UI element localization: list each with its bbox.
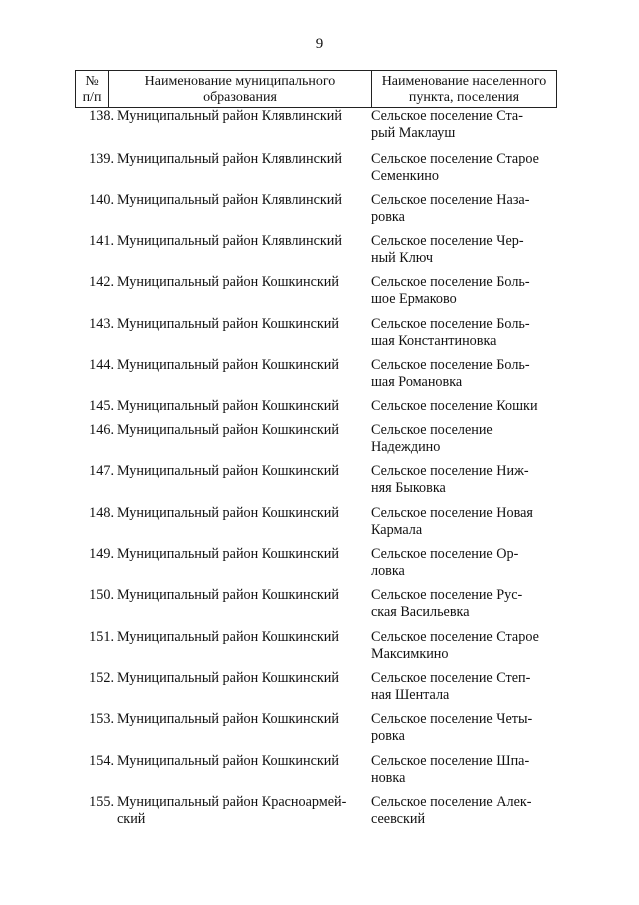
row-number: 149.: [89, 546, 114, 562]
row-number: 151.: [89, 629, 114, 645]
row-number: 147.: [89, 463, 114, 479]
row-municipality: Муниципальный район Кошкинский: [117, 753, 339, 769]
row-settlement: Сельское поселение Рус- ская Васильевка: [371, 587, 523, 620]
row-settlement: Сельское поселение Боль- шая Романовка: [371, 357, 530, 390]
row-number: 143.: [89, 316, 114, 332]
header-number-column: № п/п: [76, 71, 109, 107]
row-number: 146.: [89, 422, 114, 438]
row-number: 140.: [89, 192, 114, 208]
row-municipality: Муниципальный район Кошкинский: [117, 711, 339, 727]
row-number: 141.: [89, 233, 114, 249]
row-municipality: Муниципальный район Кошкинский: [117, 670, 339, 686]
row-municipality: Муниципальный район Кошкинский: [117, 587, 339, 603]
row-settlement: Сельское поселение Надеждино: [371, 422, 493, 455]
row-settlement: Сельское поселение Четы- ровка: [371, 711, 533, 744]
row-number: 150.: [89, 587, 114, 603]
row-number: 145.: [89, 398, 114, 414]
row-settlement: Сельское поселение Кошки: [371, 398, 538, 414]
row-municipality: Муниципальный район Кошкинский: [117, 463, 339, 479]
row-number: 154.: [89, 753, 114, 769]
row-municipality: Муниципальный район Кошкинский: [117, 546, 339, 562]
row-number: 144.: [89, 357, 114, 373]
row-municipality: Муниципальный район Клявлинский: [117, 233, 342, 249]
row-municipality: Муниципальный район Кошкинский: [117, 357, 339, 373]
row-settlement: Сельское поселение Ста- рый Маклауш: [371, 108, 523, 141]
row-settlement: Сельское поселение Ор- ловка: [371, 546, 519, 579]
row-settlement: Сельское поселение Новая Кармала: [371, 505, 533, 538]
page-number: 9: [315, 36, 324, 52]
header-municipality-column: Наименование муниципального образования: [109, 71, 372, 107]
row-settlement: Сельское поселение Старое Семенкино: [371, 151, 539, 184]
row-number: 138.: [89, 108, 114, 124]
row-number: 152.: [89, 670, 114, 686]
row-settlement: Сельское поселение Боль- шая Константиновка: [371, 316, 530, 349]
header-settlement-column: Наименование населенного пункта, поселения: [381, 73, 547, 105]
row-municipality: Муниципальный район Кошкинский: [117, 422, 339, 438]
row-settlement: Сельское поселение Ниж- няя Быковка: [371, 463, 529, 496]
row-municipality: Муниципальный район Кошкинский: [117, 316, 339, 332]
row-settlement: Сельское поселение Степ- ная Шентала: [371, 670, 531, 703]
row-number: 148.: [89, 505, 114, 521]
row-settlement: Сельское поселение Шпа- новка: [371, 753, 530, 786]
row-municipality: Муниципальный район Красноармей- ский: [117, 794, 347, 827]
row-number: 139.: [89, 151, 114, 167]
row-settlement: Сельское поселение Старое Максимкино: [371, 629, 539, 662]
row-municipality: Муниципальный район Кошкинский: [117, 505, 339, 521]
row-municipality: Муниципальный район Кошкинский: [117, 398, 339, 414]
table-header: [75, 70, 557, 108]
row-municipality: Муниципальный район Клявлинский: [117, 108, 342, 124]
row-settlement: Сельское поселение Алек- сеевский: [371, 794, 532, 827]
row-number: 153.: [89, 711, 114, 727]
row-settlement: Сельское поселение Чер- ный Ключ: [371, 233, 524, 266]
row-settlement: Сельское поселение Боль- шое Ермаково: [371, 274, 530, 307]
row-settlement: Сельское поселение Наза- ровка: [371, 192, 530, 225]
row-municipality: Муниципальный район Кошкинский: [117, 629, 339, 645]
row-number: 142.: [89, 274, 114, 290]
row-municipality: Муниципальный район Клявлинский: [117, 192, 342, 208]
row-municipality: Муниципальный район Клявлинский: [117, 151, 342, 167]
row-number: 155.: [89, 794, 114, 810]
row-municipality: Муниципальный район Кошкинский: [117, 274, 339, 290]
